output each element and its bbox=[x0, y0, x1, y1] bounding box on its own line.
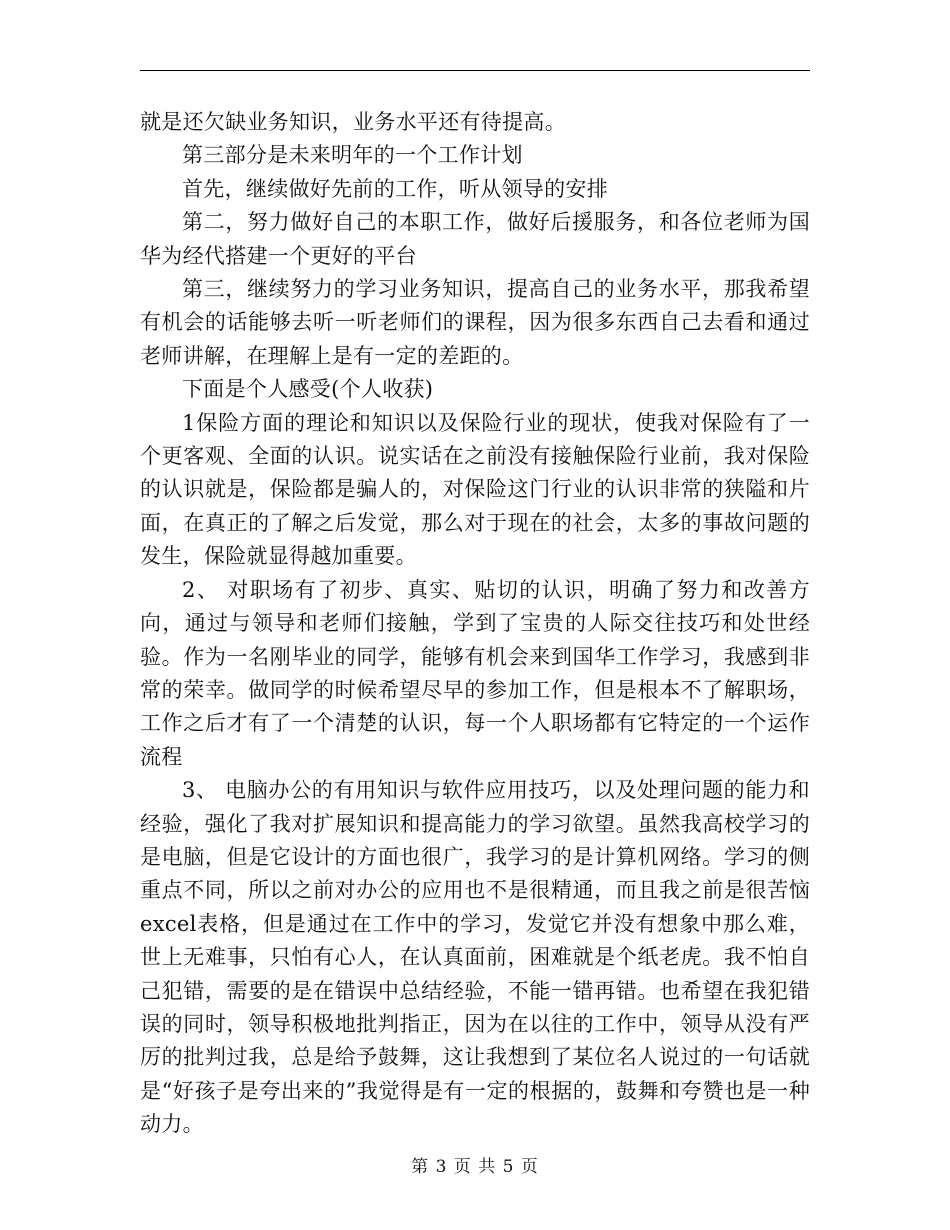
paragraph: 下面是个人感受(个人收获) bbox=[182, 377, 434, 402]
page-number: 第 3 页 共 5 页 bbox=[411, 1157, 539, 1177]
paragraph: 第三部分是未来明年的一个工作计划 bbox=[182, 143, 523, 168]
page-footer bbox=[0, 1152, 950, 1177]
paragraph: 就是还欠缺业务知识，业务水平还有待提高。 bbox=[140, 110, 566, 134]
paragraph: 3、 电脑办公的有用知识与软件应用技巧，以及处理问题的能力和经验，强化了我对扩展知识和提高能力的学习欲望。虽然我高校学习的是电脑，但是它设计的方面也很广，我学习的是计算机网络。学习的侧重点不同，所以之前对办公的应用也不是很精通，而且我之前是很苦恼excel表格，但是通过在工作中的学习，发觉它并没有想象中那么难，世上无难事，只怕有心人，在认真面前，困难就是个纸老虎。我不怕自己犯错，需要的是在错误中总结经验，不能一错再错。也希望在我犯错误的同时，领导积极地批判指正，因为在以往的工作中，领导从没有严厉的批判过我，总是给予鼓舞，这让我想到了某位名人说过的一句话就是“好孩子是夸出来的”我觉得是有一定的根据的，鼓舞和夸赞也是一种动力。 bbox=[140, 778, 810, 1137]
paragraph: 第二，努力做好自己的本职工作，做好后援服务，和各位老师为国华为经代搭建一个更好的平台 bbox=[140, 210, 810, 268]
paragraph: 首先，继续做好先前的工作，听从领导的安排 bbox=[182, 176, 608, 201]
paragraph: 第三，继续努力的学习业务知识，提高自己的业务水平，那我希望有机会的话能够去听一听老师们的课程，因为很多东西自己去看和通过老师讲解，在理解上是有一定的差距的。 bbox=[140, 277, 810, 368]
header-rule bbox=[140, 70, 810, 71]
paragraph: 1保险方面的理论和知识以及保险行业的现状，使我对保险有了一个更客观、全面的认识。说实话在之前没有接触保险行业前，我对保险的认识就是，保险都是骗人的，对保险这门行业的认识非常的狭隘和片面，在真正的了解之后发觉，那么对于现在的社会，太多的事故问题的发生，保险就显得越加重要。 bbox=[140, 410, 810, 569]
paragraph: 2、 对职场有了初步、真实、贴切的认识，明确了努力和改善方向，通过与领导和老师们接触，学到了宝贵的人际交往技巧和处世经验。作为一名刚毕业的同学，能够有机会来到国华工作学习，我感到非常的荣幸。做同学的时候希望尽早的参加工作，但是根本不了解职场，工作之后才有了一个清楚的认识，每一个人职场都有它特定的一个运作流程 bbox=[140, 577, 810, 769]
document-body bbox=[140, 106, 810, 1142]
